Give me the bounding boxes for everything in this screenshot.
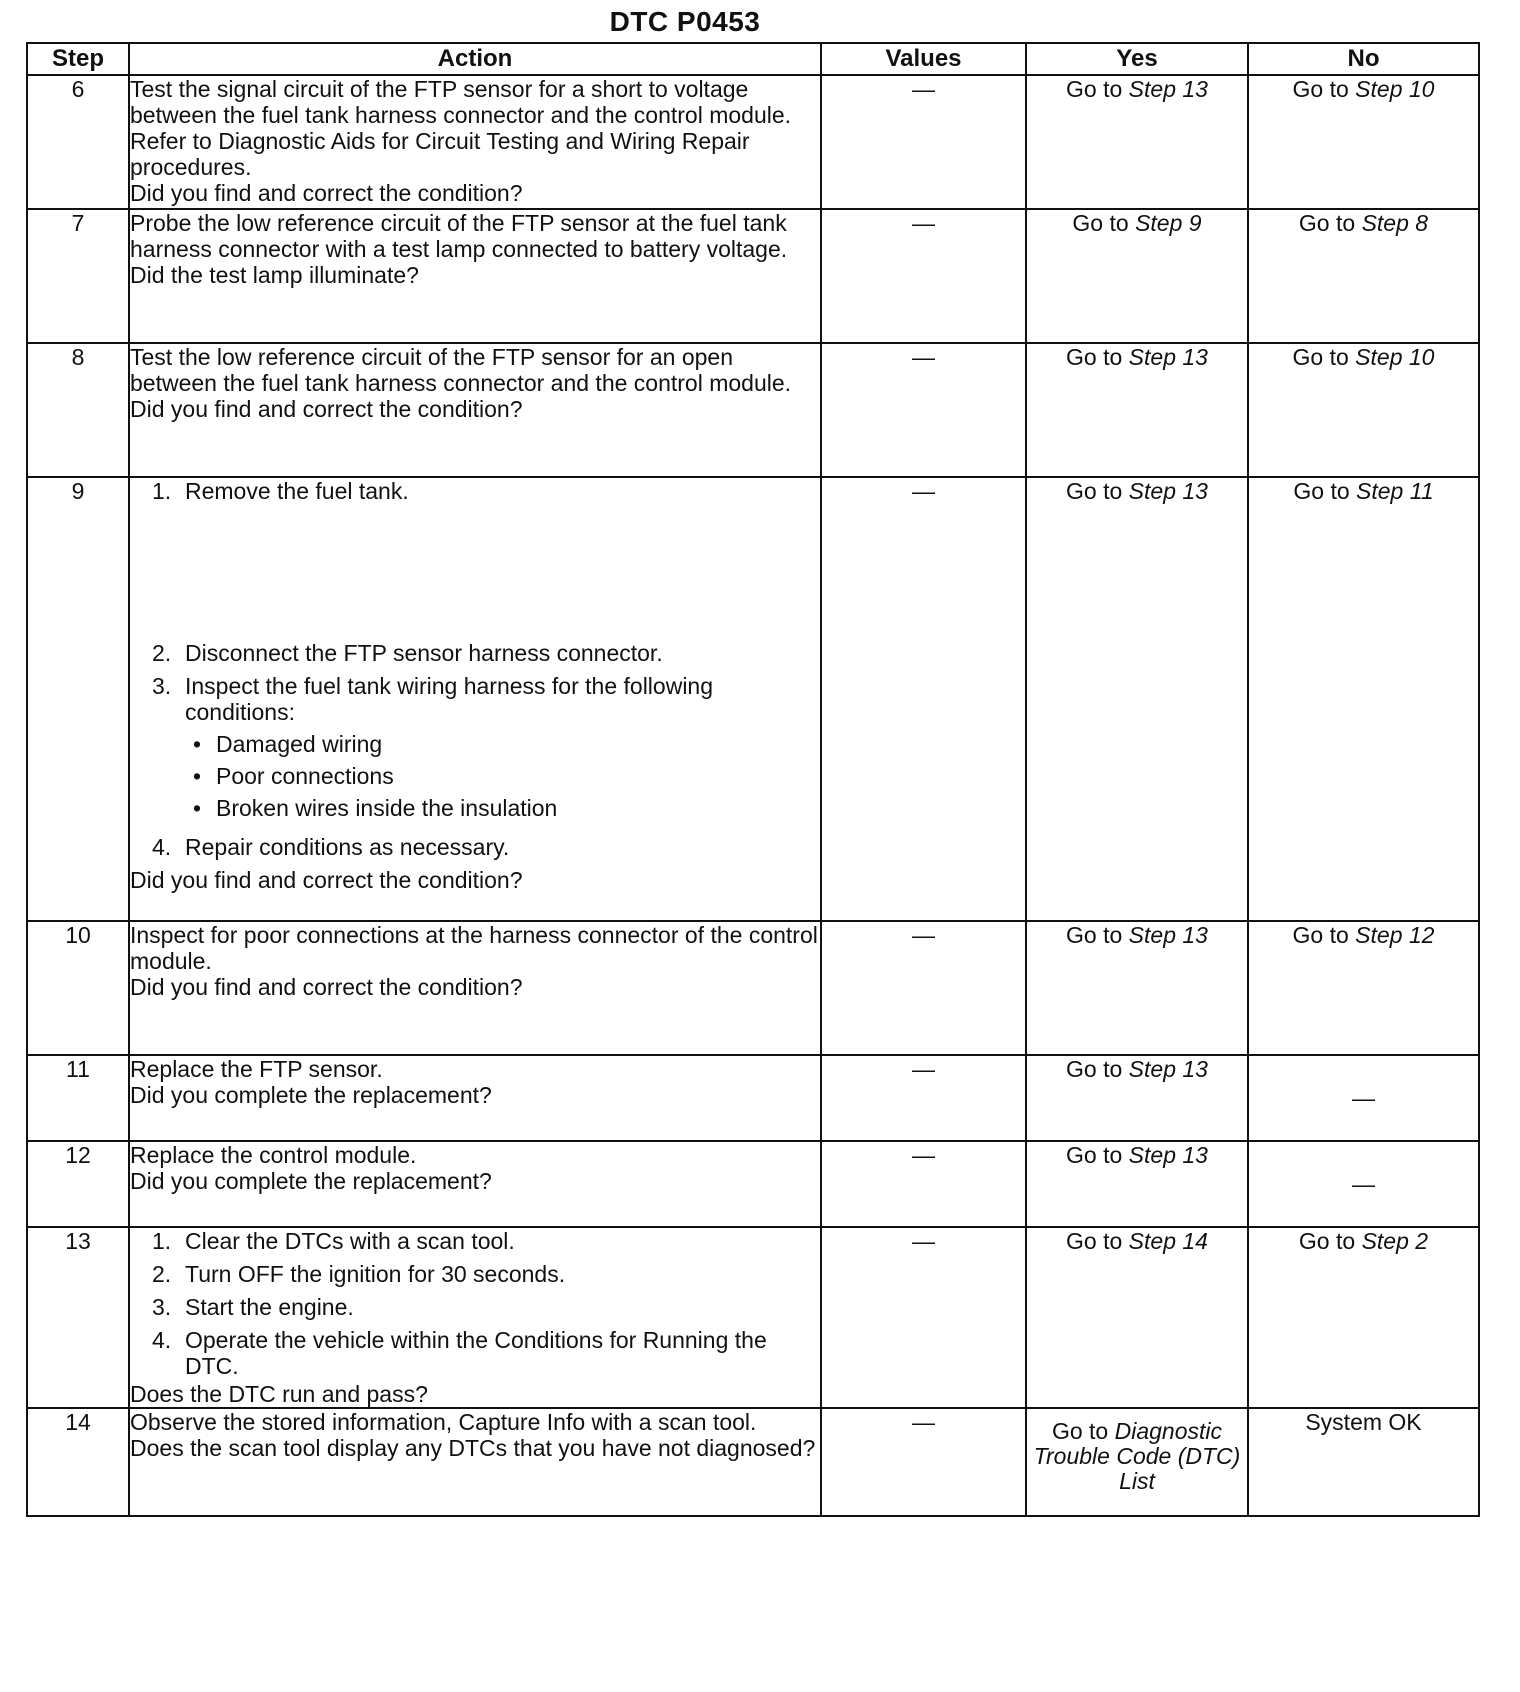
list-item-number: 2. bbox=[152, 640, 172, 666]
list-item bbox=[130, 1294, 820, 1320]
go-to-label: Go to bbox=[1298, 1228, 1356, 1254]
action-text: Replace the control module. bbox=[130, 1142, 417, 1168]
action-question: Did you find and correct the condition? bbox=[130, 396, 523, 422]
table-row-step-8 bbox=[27, 343, 1479, 477]
action-question: Did you find and correct the condition? bbox=[130, 180, 523, 206]
values-cell: — bbox=[821, 1227, 1026, 1408]
action-question: Did the test lamp illuminate? bbox=[130, 262, 419, 288]
yes-step-link: Step 13 bbox=[1128, 1056, 1208, 1082]
list-item-text: Repair conditions as necessary. bbox=[185, 834, 510, 860]
action-text: Replace the FTP sensor. bbox=[130, 1056, 383, 1082]
action-question: Did you complete the replacement? bbox=[130, 1168, 492, 1194]
action-cell bbox=[129, 477, 821, 921]
action-question: Does the scan tool display any DTCs that you have not diagnosed? bbox=[130, 1435, 816, 1461]
values-cell: — bbox=[821, 921, 1026, 1055]
no-step-link: Step 11 bbox=[1356, 478, 1434, 504]
yes-step-link: Step 14 bbox=[1128, 1228, 1208, 1254]
yes-cell bbox=[1026, 477, 1248, 921]
table-row-step-13 bbox=[27, 1227, 1479, 1408]
action-cell bbox=[129, 343, 821, 477]
values-cell: — bbox=[821, 343, 1026, 477]
yes-step-link: Step 13 bbox=[1128, 1142, 1208, 1168]
values-cell: — bbox=[821, 477, 1026, 921]
table-row-step-12 bbox=[27, 1141, 1479, 1227]
table-row-step-11 bbox=[27, 1055, 1479, 1141]
yes-step-link: Step 13 bbox=[1128, 344, 1208, 370]
go-to-label: Go to bbox=[1293, 478, 1350, 504]
list-item bbox=[130, 1261, 820, 1287]
list-item bbox=[130, 478, 820, 504]
table-row-step-6 bbox=[27, 75, 1479, 209]
list-item-number: 4. bbox=[152, 834, 172, 860]
go-to-label: Go to bbox=[1292, 922, 1349, 948]
action-question: Does the DTC run and pass? bbox=[130, 1381, 428, 1407]
yes-cell bbox=[1026, 921, 1248, 1055]
list-item-text: Operate the vehicle within the Conditions for Running the DTC. bbox=[185, 1327, 767, 1379]
no-cell bbox=[1248, 343, 1479, 477]
action-text: Inspect for poor connections at the harness connector of the control module. bbox=[130, 922, 818, 974]
list-item-text: Turn OFF the ignition for 30 seconds. bbox=[185, 1261, 566, 1287]
no-cell: System OK bbox=[1248, 1408, 1479, 1516]
go-to-label: Go to bbox=[1292, 344, 1349, 370]
values-cell: — bbox=[821, 209, 1026, 343]
step-number: 11 bbox=[27, 1055, 129, 1141]
yes-step-link: Step 9 bbox=[1135, 210, 1202, 236]
list-item-number: 1. bbox=[152, 1228, 172, 1254]
values-cell: — bbox=[821, 1408, 1026, 1516]
step-number: 12 bbox=[27, 1141, 129, 1227]
no-cell bbox=[1248, 1227, 1479, 1408]
values-cell: — bbox=[821, 1055, 1026, 1141]
yes-cell bbox=[1026, 209, 1248, 343]
no-cell bbox=[1248, 75, 1479, 209]
bullet-item: • Poor connections bbox=[193, 763, 394, 789]
action-cell bbox=[129, 921, 821, 1055]
procedure-list bbox=[130, 478, 820, 860]
table-header-row bbox=[27, 43, 1479, 75]
list-item-text: Disconnect the FTP sensor harness connector. bbox=[185, 640, 663, 666]
no-step-link: Step 2 bbox=[1361, 1228, 1429, 1254]
document-title: DTC P0453 bbox=[609, 6, 761, 37]
yes-step-link: Step 13 bbox=[1128, 922, 1208, 948]
list-item bbox=[130, 1228, 820, 1254]
list-item-number: 3. bbox=[152, 1294, 172, 1320]
figure-space bbox=[130, 511, 820, 633]
table-row-step-7 bbox=[27, 209, 1479, 343]
action-cell bbox=[129, 1141, 821, 1227]
action-text: Test the low reference circuit of the FTP sensor for an open between the fuel tank harness connector and the control module. bbox=[130, 344, 792, 396]
go-to-label: Go to bbox=[1066, 922, 1123, 948]
list-item-text: Clear the DTCs with a scan tool. bbox=[185, 1228, 515, 1254]
step-number: 10 bbox=[27, 921, 129, 1055]
no-cell bbox=[1248, 477, 1479, 921]
go-to-label: Go to bbox=[1292, 76, 1349, 102]
step-number: 8 bbox=[27, 343, 129, 477]
go-to-label: Go to bbox=[1066, 76, 1123, 102]
list-item bbox=[130, 1327, 820, 1379]
diagnostic-table bbox=[26, 42, 1480, 1517]
action-cell bbox=[129, 1408, 821, 1516]
list-item-number: 2. bbox=[152, 1261, 172, 1287]
action-cell bbox=[129, 209, 821, 343]
go-to-label: Go to bbox=[1066, 1228, 1123, 1254]
header-values: Values bbox=[821, 43, 1026, 75]
no-step-link: Step 10 bbox=[1355, 76, 1435, 102]
go-to-label: Go to bbox=[1066, 478, 1123, 504]
table-row-step-10 bbox=[27, 921, 1479, 1055]
step-number: 6 bbox=[27, 75, 129, 209]
header-no: No bbox=[1248, 43, 1479, 75]
action-cell bbox=[129, 1227, 821, 1408]
yes-step-link: Step 13 bbox=[1128, 478, 1208, 504]
list-item-text: Remove the fuel tank. bbox=[185, 478, 409, 504]
no-cell: — bbox=[1248, 1141, 1479, 1227]
go-to-label: Go to bbox=[1066, 1142, 1123, 1168]
bullet-text: Poor connections bbox=[216, 763, 394, 789]
header-step: Step bbox=[27, 43, 129, 75]
list-item-text: Inspect the fuel tank wiring harness for the following conditions: bbox=[185, 673, 714, 725]
yes-cell bbox=[1026, 343, 1248, 477]
step-number: 9 bbox=[27, 477, 129, 921]
values-cell: — bbox=[821, 1141, 1026, 1227]
no-step-link: Step 12 bbox=[1355, 922, 1435, 948]
list-item bbox=[130, 673, 820, 827]
list-item bbox=[130, 834, 820, 860]
action-cell bbox=[129, 75, 821, 209]
list-item-text: Start the engine. bbox=[185, 1294, 354, 1320]
go-to-label: Go to bbox=[1298, 210, 1356, 236]
header-action: Action bbox=[129, 43, 821, 75]
list-item-number: 1. bbox=[152, 478, 172, 504]
action-question: Did you find and correct the condition? bbox=[130, 867, 523, 893]
bullet-text: Damaged wiring bbox=[216, 731, 383, 757]
no-cell bbox=[1248, 209, 1479, 343]
action-text: Observe the stored information, Capture Info with a scan tool. bbox=[130, 1409, 757, 1435]
step-number: 14 bbox=[27, 1408, 129, 1516]
bullet-text: Broken wires inside the insulation bbox=[216, 795, 558, 821]
table-row-step-14 bbox=[27, 1408, 1479, 1516]
yes-cell bbox=[1026, 75, 1248, 209]
no-step-link: Step 8 bbox=[1361, 210, 1429, 236]
action-question: Did you complete the replacement? bbox=[130, 1082, 492, 1108]
values-cell: — bbox=[821, 75, 1026, 209]
yes-step-link: Step 13 bbox=[1128, 76, 1208, 102]
yes-dtc-list-link: Diagnostic Trouble Code (DTC) List bbox=[1033, 1418, 1241, 1494]
list-item-number: 4. bbox=[152, 1327, 172, 1353]
bullet-item: • Damaged wiring bbox=[193, 731, 383, 757]
action-question: Did you find and correct the condition? bbox=[130, 974, 523, 1000]
no-step-link: Step 10 bbox=[1355, 344, 1435, 370]
yes-cell bbox=[1026, 1055, 1248, 1141]
step-number: 7 bbox=[27, 209, 129, 343]
go-to-label: Go to bbox=[1051, 1418, 1109, 1444]
yes-cell bbox=[1026, 1227, 1248, 1408]
action-cell bbox=[129, 1055, 821, 1141]
no-cell: — bbox=[1248, 1055, 1479, 1141]
yes-cell bbox=[1026, 1141, 1248, 1227]
no-cell bbox=[1248, 921, 1479, 1055]
go-to-label: Go to bbox=[1066, 344, 1123, 370]
action-text: Probe the low reference circuit of the FTP sensor at the fuel tank harness connector with a test lamp connected to battery voltage. bbox=[130, 210, 788, 262]
condition-bullets bbox=[185, 731, 820, 821]
action-text: Test the signal circuit of the FTP sensor for a short to voltage between the fuel tank harness connector and the control module. Refer to Diagnostic Aids for Circuit Testing and Wiring Repair procedures. bbox=[130, 76, 792, 180]
table-row-step-9 bbox=[27, 477, 1479, 921]
procedure-list bbox=[130, 1228, 820, 1381]
list-item-number: 3. bbox=[152, 673, 172, 699]
header-yes: Yes bbox=[1026, 43, 1248, 75]
go-to-label: Go to bbox=[1066, 1056, 1123, 1082]
yes-cell bbox=[1026, 1408, 1248, 1516]
step-number: 13 bbox=[27, 1227, 129, 1408]
bullet-item: • Broken wires inside the insulation bbox=[193, 795, 558, 821]
go-to-label: Go to bbox=[1072, 210, 1129, 236]
list-item bbox=[130, 640, 820, 666]
